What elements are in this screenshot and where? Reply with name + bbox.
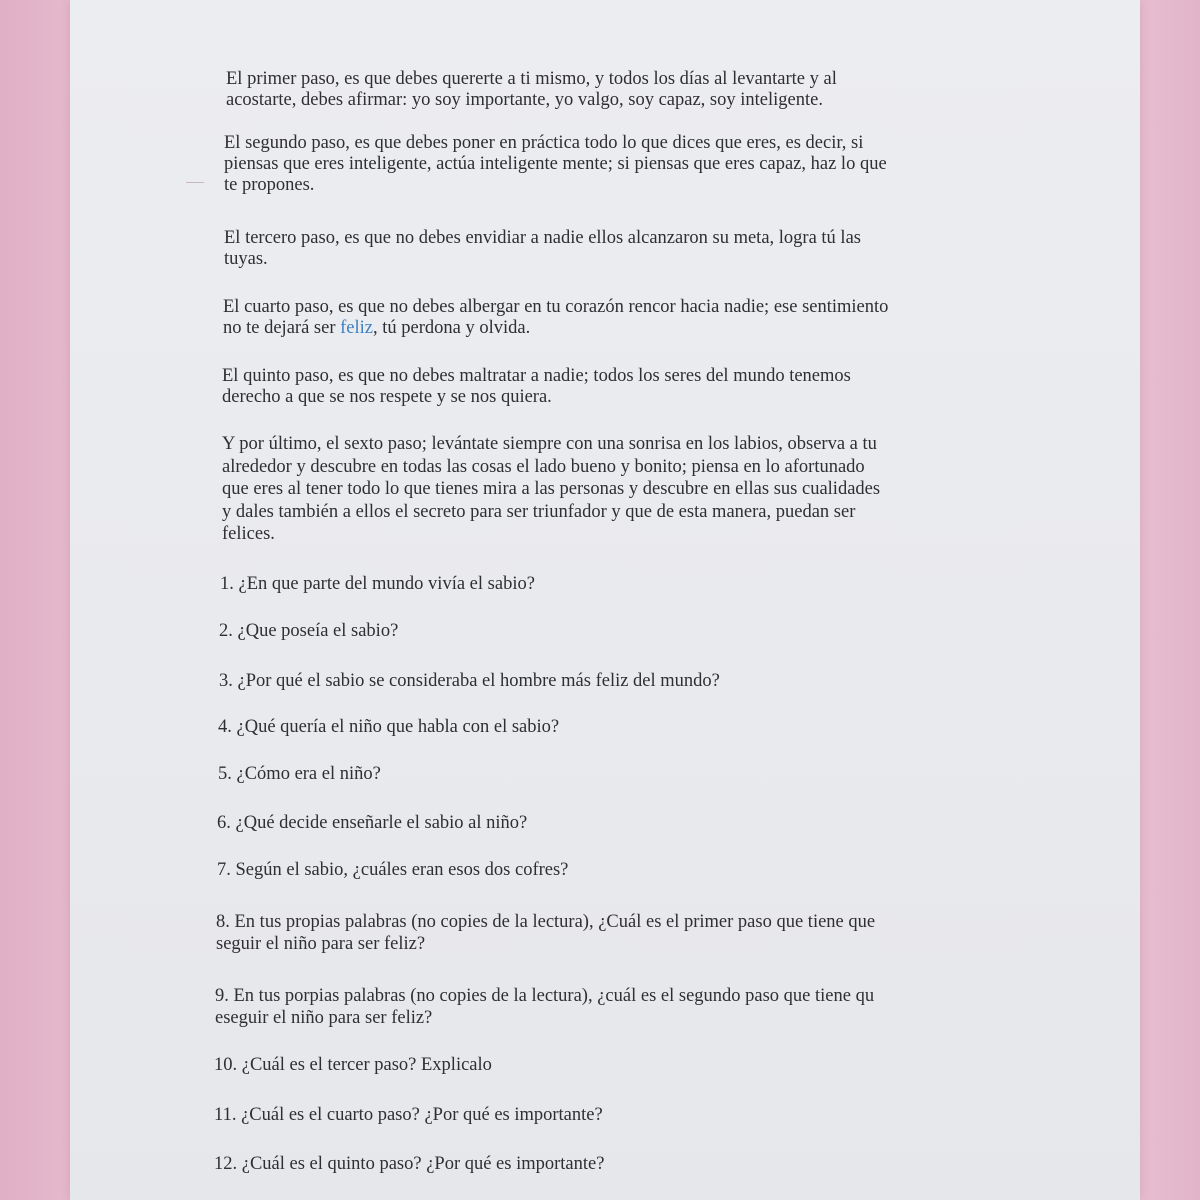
- question-12: 12. ¿Cuál es el quinto paso? ¿Por qué es importante?: [214, 1154, 605, 1174]
- paragraph-step-2: El segundo paso, es que debes poner en práctica todo lo que dices que eres, es decir, si piensas que eres inteligente, actúa inteligente mente; si piensas que eres capaz, haz lo que te propones.: [224, 133, 887, 195]
- question-1: 1. ¿En que parte del mundo vivía el sabio?: [220, 574, 535, 594]
- question-5: 5. ¿Cómo era el niño?: [218, 764, 381, 784]
- question-11: 11. ¿Cuál es el cuarto paso? ¿Por qué es importante?: [214, 1105, 603, 1125]
- question-9: 9. En tus porpias palabras (no copies de la lectura), ¿cuál es el segundo paso que tiene qu eseguir el niño para ser feliz?: [215, 986, 875, 1028]
- question-8: 8. En tus propias palabras (no copies de la lectura), ¿Cuál es el primer paso que tiene que seguir el niño para ser feliz?: [216, 912, 876, 954]
- paragraph-step-4: El cuarto paso, es que no debes albergar en tu corazón rencor hacia nadie; ese sentimiento no te dejará ser feliz, tú perdona y olvida.: [223, 297, 889, 338]
- margin-mark: [186, 182, 204, 183]
- question-10: 10. ¿Cuál es el tercer paso? Explicalo: [214, 1055, 492, 1075]
- question-6: 6. ¿Qué decide enseñarle el sabio al niño?: [217, 813, 528, 833]
- question-2: 2. ¿Que poseía el sabio?: [219, 621, 399, 641]
- paragraph-step-1: El primer paso, es que debes quererte a ti mismo, y todos los días al levantarte y al acostarte, debes afirmar: yo soy importante, yo valgo, soy capaz, soy inteligente.: [226, 69, 837, 110]
- question-4: 4. ¿Qué quería el niño que habla con el sabio?: [218, 717, 560, 737]
- question-3: 3. ¿Por qué el sabio se consideraba el hombre más feliz del mundo?: [219, 671, 720, 691]
- paragraph-step-5: El quinto paso, es que no debes maltratar a nadie; todos los seres del mundo tenemos derecho a que se nos respete y se nos quiera.: [222, 366, 851, 407]
- paragraph-step-3: El tercero paso, es que no debes envidiar a nadie ellos alcanzaron su meta, logra tú las tuyas.: [224, 228, 861, 269]
- question-7: 7. Según el sabio, ¿cuáles eran esos dos cofres?: [217, 860, 569, 880]
- paragraph-step-6: Y por último, el sexto paso; levántate siempre con una sonrisa en los labios, observa a tu alrededor y descubre en todas las cosas el lado bueno y bonito; piensa en lo afortunado que eres al tener todo lo que tienes mira a las personas y descubre en ellas sus cualidades y dales también a ellos el secreto para ser triunfador y que de esta manera, puedan ser felices.: [222, 434, 881, 544]
- feliz-link[interactable]: feliz: [340, 318, 373, 338]
